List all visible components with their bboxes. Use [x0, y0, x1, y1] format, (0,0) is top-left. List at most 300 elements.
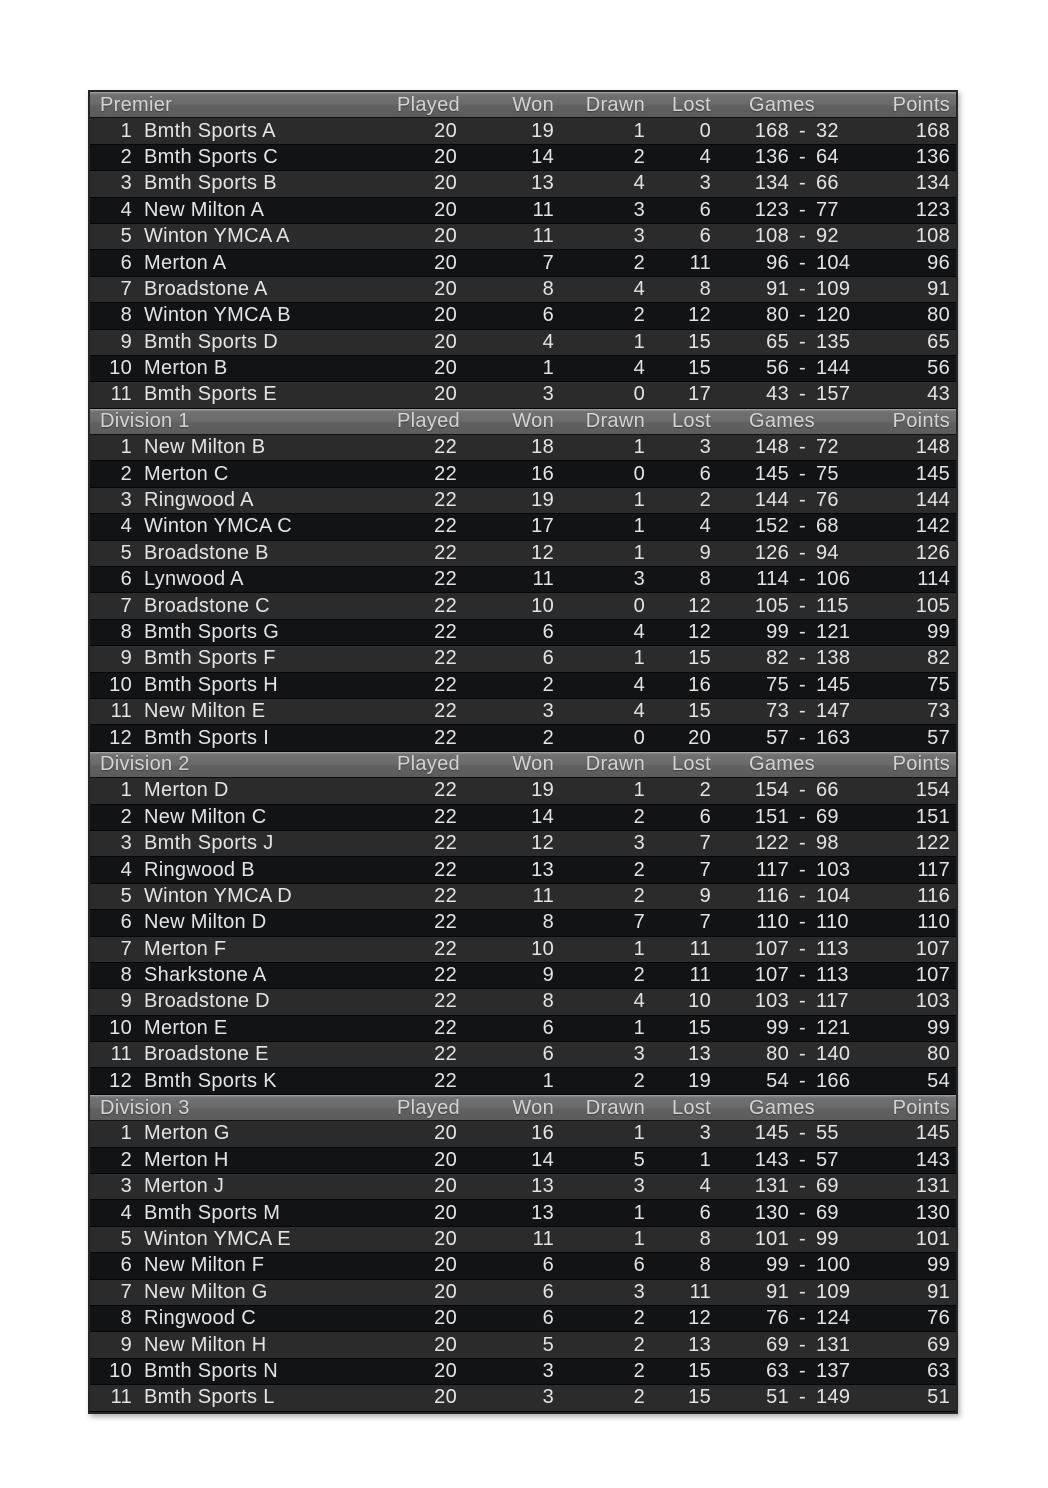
drawn-cell: 2	[633, 1069, 645, 1092]
drawn-cell: 1	[633, 119, 645, 142]
team-name-cell: Merton A	[144, 251, 227, 274]
team-name-cell: Bmth Sports G	[144, 621, 280, 643]
team-name-cell: Bmth Sports F	[144, 647, 276, 670]
drawn-cell: 0	[633, 462, 645, 485]
games-cell	[711, 1122, 853, 1145]
played-cell: 20	[434, 119, 457, 142]
games-against: 100	[816, 1254, 851, 1277]
won-cell: 12	[531, 541, 554, 564]
won-cell: 13	[531, 172, 554, 195]
team-row	[90, 646, 956, 672]
won-cell: 6	[542, 1016, 554, 1039]
team-name-cell: Broadstone B	[144, 541, 269, 564]
games-against: 124	[816, 1307, 851, 1330]
lost-cell: 11	[689, 964, 711, 987]
points-cell: 145	[915, 462, 950, 485]
drawn-cell: 2	[633, 1333, 645, 1356]
games-cell	[711, 1386, 853, 1409]
games-for: 131	[754, 1175, 789, 1198]
games-for: 152	[754, 515, 789, 538]
column-header-points: Points	[892, 410, 950, 433]
lost-cell: 16	[688, 673, 711, 696]
games-against: 131	[816, 1333, 851, 1356]
games-for: 69	[766, 1333, 789, 1356]
rank-cell: 12	[109, 726, 132, 749]
drawn-cell: 2	[633, 805, 645, 828]
games-cell	[711, 1149, 853, 1172]
games-separator: -	[799, 1148, 806, 1171]
played-cell: 22	[434, 462, 457, 485]
games-separator: -	[799, 1043, 806, 1066]
rank-cell: 3	[120, 172, 132, 195]
games-separator: -	[799, 1254, 806, 1277]
team-name-cell: Broadstone E	[144, 1043, 269, 1066]
games-cell	[711, 938, 853, 961]
points-cell: 123	[915, 198, 950, 221]
team-row	[90, 593, 956, 619]
games-for: 123	[754, 198, 789, 221]
games-separator: -	[799, 911, 806, 934]
team-row	[90, 910, 956, 936]
games-separator: -	[799, 594, 806, 617]
played-cell: 20	[434, 1148, 457, 1171]
column-header-played: Played	[397, 1096, 460, 1119]
team-row	[90, 963, 956, 989]
games-cell	[711, 595, 853, 618]
division-header-row	[90, 92, 956, 118]
column-header-drawn: Drawn	[585, 1096, 645, 1119]
team-row	[90, 435, 956, 461]
games-cell	[711, 463, 853, 486]
drawn-cell: 3	[633, 1043, 645, 1066]
rank-cell: 2	[120, 1148, 132, 1171]
team-row	[90, 857, 956, 883]
games-cell	[711, 859, 853, 882]
won-cell: 3	[542, 383, 554, 406]
played-cell: 22	[434, 911, 457, 934]
games-cell	[711, 199, 853, 222]
won-cell: 11	[532, 1227, 554, 1250]
team-row	[90, 330, 956, 356]
games-for: 110	[756, 911, 789, 934]
games-separator: -	[799, 884, 806, 907]
games-cell	[711, 172, 853, 195]
team-row	[90, 989, 956, 1015]
points-cell: 151	[915, 805, 950, 828]
played-cell: 20	[434, 1201, 457, 1224]
drawn-cell: 1	[633, 1201, 645, 1224]
won-cell: 14	[531, 1148, 554, 1171]
team-name-cell: Merton F	[144, 937, 227, 960]
drawn-cell: 6	[633, 1254, 645, 1277]
team-row	[90, 277, 956, 303]
games-separator: -	[799, 1016, 806, 1039]
games-against: 69	[816, 805, 839, 828]
team-name-cell: New Milton D	[144, 911, 267, 934]
played-cell: 22	[434, 1016, 457, 1039]
points-cell: 82	[927, 647, 950, 670]
rank-cell: 10	[109, 673, 132, 696]
games-against: 75	[816, 462, 839, 485]
won-cell: 8	[542, 911, 554, 934]
team-name-cell: Bmth Sports A	[144, 119, 276, 142]
division-name: Division 1	[100, 410, 190, 433]
rank-cell: 2	[120, 805, 132, 828]
team-name-cell: Bmth Sports M	[144, 1201, 281, 1224]
team-name-cell: New Milton C	[144, 805, 267, 828]
played-cell: 20	[434, 1254, 457, 1277]
team-name-cell: Merton J	[144, 1175, 225, 1198]
team-name-cell: Bmth Sports D	[144, 330, 278, 353]
games-separator: -	[799, 964, 806, 987]
team-name-cell: Broadstone C	[144, 594, 270, 617]
won-cell: 2	[542, 726, 554, 749]
games-separator: -	[799, 1201, 806, 1224]
games-against: 66	[816, 172, 839, 195]
games-against: 77	[816, 198, 839, 221]
column-header-won: Won	[512, 1096, 554, 1119]
team-row	[90, 1016, 956, 1042]
games-against: 92	[816, 225, 839, 248]
games-for: 101	[754, 1227, 789, 1250]
team-row	[90, 1227, 956, 1253]
points-cell: 75	[927, 673, 950, 696]
team-name-cell: New Milton G	[144, 1280, 268, 1303]
games-against: 94	[816, 541, 839, 564]
games-for: 168	[754, 119, 789, 142]
games-for: 63	[766, 1359, 789, 1382]
games-cell	[711, 832, 853, 855]
games-cell	[711, 252, 853, 275]
games-separator: -	[799, 145, 806, 168]
played-cell: 22	[434, 779, 457, 802]
games-cell	[711, 331, 853, 354]
games-against: 137	[816, 1359, 851, 1382]
won-cell: 17	[531, 515, 554, 538]
games-for: 116	[756, 884, 789, 907]
team-row	[90, 382, 956, 408]
team-name-cell: Winton YMCA D	[144, 884, 293, 907]
team-row	[90, 1306, 956, 1332]
games-against: 121	[816, 1016, 851, 1039]
played-cell: 22	[434, 621, 457, 643]
points-cell: 114	[917, 568, 950, 591]
played-cell: 22	[434, 964, 457, 987]
games-against: 104	[816, 251, 851, 274]
lost-cell: 7	[699, 832, 711, 855]
team-row	[90, 1042, 956, 1068]
column-header-played: Played	[397, 93, 460, 116]
points-cell: 103	[915, 990, 950, 1013]
drawn-cell: 5	[633, 1148, 645, 1171]
games-cell	[711, 1043, 853, 1066]
team-row	[90, 884, 956, 910]
rank-cell: 6	[120, 911, 132, 934]
played-cell: 22	[434, 515, 457, 538]
points-cell: 122	[915, 832, 950, 855]
column-header-games: Games	[749, 753, 815, 776]
won-cell: 3	[542, 700, 554, 723]
lost-cell: 4	[699, 145, 711, 168]
team-row	[90, 461, 956, 487]
division-name: Division 2	[100, 753, 190, 776]
rank-cell: 8	[120, 964, 132, 987]
played-cell: 20	[434, 251, 457, 274]
games-separator: -	[799, 225, 806, 248]
rank-cell: 6	[120, 251, 132, 274]
won-cell: 16	[531, 1122, 554, 1145]
games-for: 107	[754, 937, 789, 960]
drawn-cell: 2	[633, 884, 645, 907]
team-row	[90, 1068, 956, 1094]
points-cell: 69	[927, 1333, 950, 1356]
lost-cell: 17	[688, 383, 711, 406]
team-name-cell: Merton G	[144, 1122, 230, 1145]
games-for: 96	[766, 251, 789, 274]
team-row	[90, 198, 956, 224]
team-name-cell: New Milton B	[144, 436, 266, 459]
team-name-cell: Broadstone D	[144, 990, 270, 1013]
rank-cell: 3	[120, 832, 132, 855]
lost-cell: 9	[699, 884, 711, 907]
rank-cell: 11	[110, 700, 132, 723]
games-for: 108	[754, 225, 789, 248]
rank-cell: 5	[120, 225, 132, 248]
drawn-cell: 2	[633, 1307, 645, 1330]
points-cell: 57	[927, 726, 950, 749]
points-cell: 110	[917, 911, 950, 934]
lost-cell: 3	[699, 172, 711, 195]
games-for: 145	[754, 1122, 789, 1145]
games-cell	[711, 489, 853, 512]
team-name-cell: New Milton F	[144, 1254, 265, 1277]
won-cell: 7	[542, 251, 554, 274]
team-row	[90, 778, 956, 804]
games-for: 73	[766, 700, 789, 723]
team-name-cell: Bmth Sports J	[144, 832, 274, 855]
column-header-played: Played	[397, 753, 460, 776]
points-cell: 130	[915, 1201, 950, 1224]
games-for: 75	[766, 673, 789, 696]
team-row	[90, 831, 956, 857]
team-name-cell: Bmth Sports K	[144, 1069, 277, 1092]
drawn-cell: 4	[633, 357, 645, 380]
lost-cell: 10	[688, 990, 711, 1013]
team-name-cell: Sharkstone A	[144, 964, 267, 987]
drawn-cell: 2	[633, 964, 645, 987]
games-cell	[711, 1228, 853, 1251]
played-cell: 20	[434, 383, 457, 406]
won-cell: 19	[531, 119, 554, 142]
games-separator: -	[799, 779, 806, 802]
games-against: 103	[816, 858, 851, 881]
games-separator: -	[799, 1069, 806, 1092]
won-cell: 9	[542, 964, 554, 987]
lost-cell: 4	[699, 1175, 711, 1198]
played-cell: 22	[434, 700, 457, 723]
games-separator: -	[799, 1386, 806, 1409]
games-separator: -	[799, 119, 806, 142]
points-cell: 116	[917, 884, 950, 907]
games-against: 109	[816, 1280, 851, 1303]
played-cell: 20	[434, 1122, 457, 1145]
rank-cell: 8	[120, 621, 132, 643]
games-separator: -	[799, 700, 806, 723]
rank-cell: 8	[120, 1307, 132, 1330]
rank-cell: 7	[120, 1280, 132, 1303]
drawn-cell: 1	[633, 647, 645, 670]
games-for: 99	[766, 621, 789, 643]
games-separator: -	[799, 251, 806, 274]
column-header-games: Games	[749, 410, 815, 433]
games-separator: -	[799, 726, 806, 749]
column-header-games: Games	[749, 1096, 815, 1119]
drawn-cell: 0	[633, 383, 645, 406]
games-against: 68	[816, 515, 839, 538]
games-against: 138	[816, 647, 851, 670]
won-cell: 3	[542, 1359, 554, 1382]
won-cell: 16	[531, 462, 554, 485]
team-name-cell: Bmth Sports H	[144, 673, 278, 696]
games-separator: -	[799, 489, 806, 512]
games-separator: -	[799, 1280, 806, 1303]
drawn-cell: 3	[633, 1175, 645, 1198]
games-against: 113	[816, 964, 849, 987]
games-cell	[711, 990, 853, 1013]
games-separator: -	[799, 172, 806, 195]
played-cell: 22	[434, 884, 457, 907]
drawn-cell: 3	[633, 832, 645, 855]
points-cell: 143	[915, 1148, 950, 1171]
points-cell: 56	[927, 357, 950, 380]
games-separator: -	[799, 568, 806, 591]
games-cell	[711, 357, 853, 380]
games-separator: -	[799, 330, 806, 353]
division-header-row	[90, 409, 956, 435]
rank-cell: 8	[120, 304, 132, 327]
games-for: 82	[766, 647, 789, 670]
lost-cell: 13	[688, 1333, 711, 1356]
team-row	[90, 118, 956, 144]
games-for: 57	[766, 726, 789, 749]
games-separator: -	[799, 673, 806, 696]
played-cell: 22	[434, 568, 457, 591]
team-row	[90, 145, 956, 171]
won-cell: 11	[532, 568, 554, 591]
lost-cell: 2	[699, 779, 711, 802]
rank-cell: 4	[120, 198, 132, 221]
points-cell: 105	[915, 594, 950, 617]
games-for: 144	[754, 489, 789, 512]
team-name-cell: Winton YMCA C	[144, 515, 293, 538]
games-separator: -	[799, 621, 806, 643]
team-name-cell: Ringwood C	[144, 1307, 256, 1330]
games-for: 117	[756, 858, 789, 881]
won-cell: 14	[531, 145, 554, 168]
points-cell: 63	[927, 1359, 950, 1382]
games-cell	[711, 146, 853, 169]
games-against: 135	[816, 330, 851, 353]
lost-cell: 19	[688, 1069, 711, 1092]
games-cell	[711, 647, 853, 670]
games-cell	[711, 542, 853, 565]
drawn-cell: 4	[633, 990, 645, 1013]
games-cell	[711, 304, 853, 327]
lost-cell: 11	[689, 251, 711, 274]
lost-cell: 4	[699, 515, 711, 538]
games-for: 54	[766, 1069, 789, 1092]
games-cell	[711, 1360, 853, 1383]
drawn-cell: 1	[633, 1227, 645, 1250]
games-against: 115	[816, 594, 849, 617]
drawn-cell: 0	[633, 726, 645, 749]
drawn-cell: 4	[633, 172, 645, 195]
played-cell: 20	[434, 1386, 457, 1409]
games-cell	[711, 120, 853, 143]
points-cell: 101	[915, 1227, 950, 1250]
lost-cell: 15	[688, 1016, 711, 1039]
rank-cell: 9	[120, 647, 132, 670]
points-cell: 154	[915, 779, 950, 802]
won-cell: 6	[542, 1043, 554, 1066]
team-row	[90, 1174, 956, 1200]
lost-cell: 12	[688, 1307, 711, 1330]
played-cell: 22	[434, 832, 457, 855]
played-cell: 22	[434, 436, 457, 459]
lost-cell: 6	[699, 462, 711, 485]
rank-cell: 1	[120, 119, 132, 142]
points-cell: 131	[915, 1175, 950, 1198]
team-name-cell: Bmth Sports N	[144, 1359, 278, 1382]
won-cell: 5	[542, 1333, 554, 1356]
team-row	[90, 1332, 956, 1358]
team-name-cell: Bmth Sports B	[144, 172, 277, 195]
rank-cell: 1	[120, 436, 132, 459]
games-for: 43	[766, 383, 789, 406]
lost-cell: 6	[699, 225, 711, 248]
rank-cell: 2	[120, 145, 132, 168]
rank-cell: 11	[110, 1043, 132, 1066]
won-cell: 6	[542, 621, 554, 643]
points-cell: 76	[927, 1307, 950, 1330]
games-for: 154	[754, 779, 789, 802]
division-name: Premier	[100, 93, 173, 116]
won-cell: 10	[531, 937, 554, 960]
team-name-cell: Merton B	[144, 357, 228, 380]
games-separator: -	[799, 1227, 806, 1250]
lost-cell: 13	[688, 1043, 711, 1066]
games-for: 130	[754, 1201, 789, 1224]
played-cell: 22	[434, 647, 457, 670]
games-against: 163	[816, 726, 851, 749]
played-cell: 20	[434, 1280, 457, 1303]
points-cell: 142	[915, 515, 950, 538]
points-cell: 51	[927, 1386, 950, 1409]
rank-cell: 11	[110, 1386, 132, 1409]
drawn-cell: 2	[633, 145, 645, 168]
column-header-lost: Lost	[671, 753, 711, 776]
team-name-cell: New Milton H	[144, 1333, 267, 1356]
rank-cell: 1	[120, 779, 132, 802]
column-header-won: Won	[512, 410, 554, 433]
games-for: 105	[754, 594, 789, 617]
team-name-cell: New Milton E	[144, 700, 266, 723]
column-header-drawn: Drawn	[585, 93, 645, 116]
lost-cell: 15	[688, 330, 711, 353]
games-separator: -	[799, 937, 806, 960]
games-cell	[711, 1202, 853, 1225]
played-cell: 22	[434, 594, 457, 617]
